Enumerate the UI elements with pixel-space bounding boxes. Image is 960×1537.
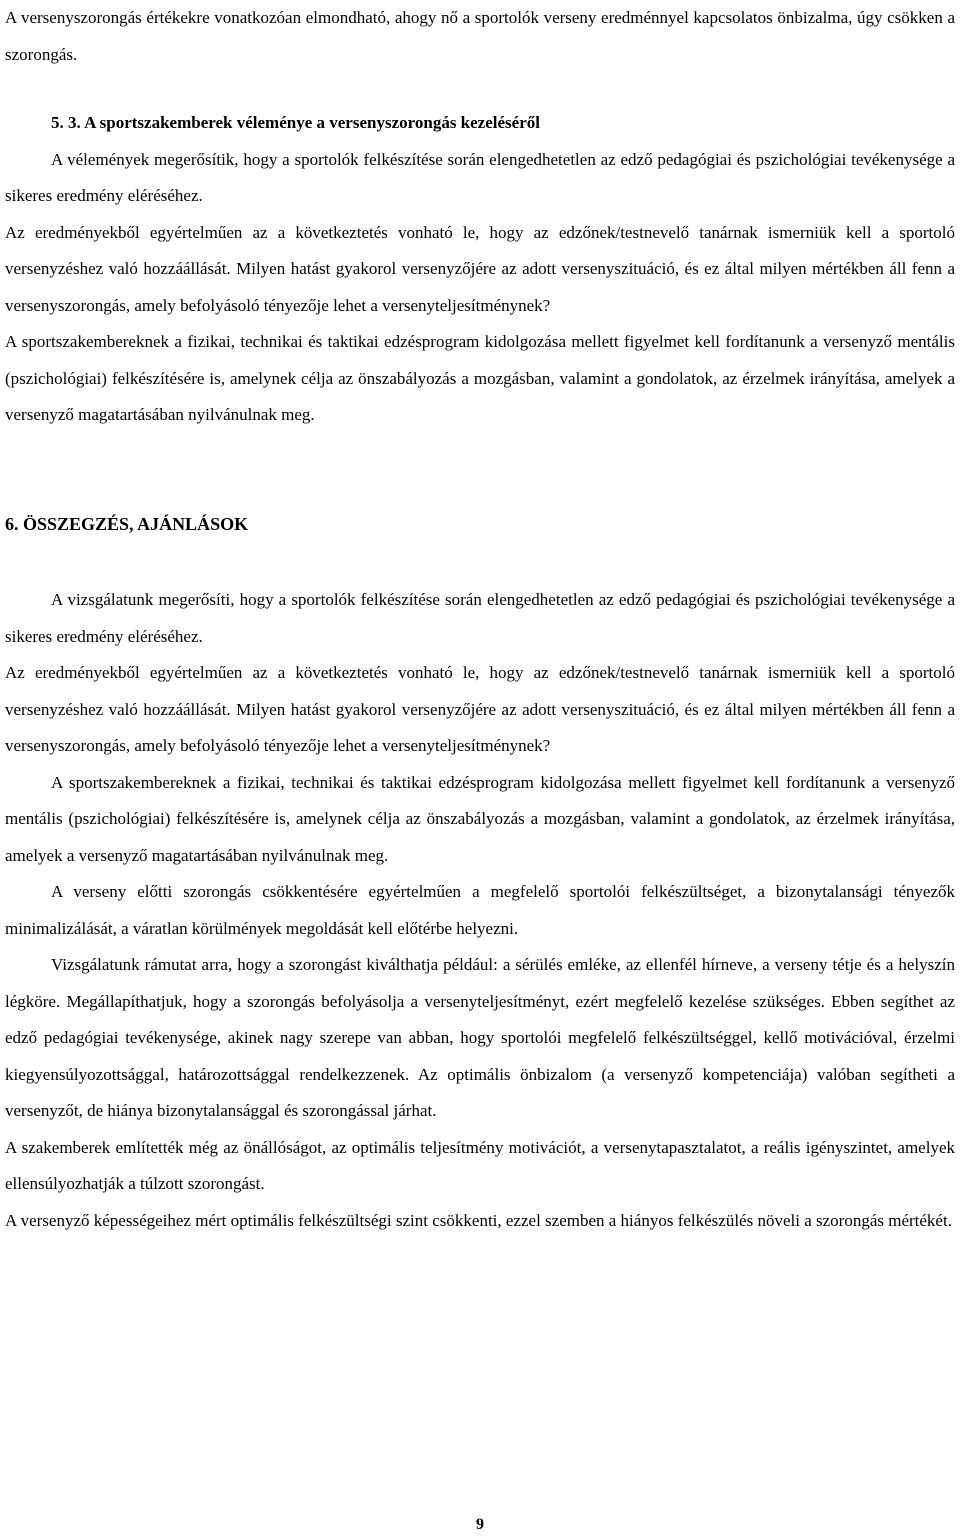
paragraph: A vélemények megerősítik, hogy a sportolók felkészítése során elengedhetetlen az edző pedagógiai és pszichológiai tevékenysége a sikeres eredmény eléréséhez. bbox=[5, 149, 955, 205]
subsection-heading bbox=[5, 105, 955, 142]
paragraph: A verseny előtti szorongás csökkentésére egyértelműen a megfelelő sportolói felkészültséget, a bizonytalansági tényezők minimalizálását, a váratlan körülmények megoldását kell előtérbe helyezni. bbox=[5, 882, 955, 938]
subsection-number: 5. 3. bbox=[51, 113, 81, 132]
paragraph: A szakemberek említették még az önállóságot, az optimális teljesítmény motivációt, a versenytapasztalatot, a reális igényszintet, amelyek ellensúlyozhatják a túlzott szorongást. bbox=[5, 1137, 955, 1193]
intro-paragraph: A versenyszorongás értékekre vonatkozóan elmondható, ahogy nő a sportolók verseny eredménnyel kapcsolatos önbizalma, úgy csökken a szorongás. bbox=[5, 8, 955, 64]
paragraph: Az eredményekből egyértelműen az a következtetés vonható le, hogy az edzőnek/testnevelő tanárnak ismerniük kell a sportoló versenyzéshez való hozzáállását. Milyen hatást gyakorol versenyzőjére az adott versenyszituáció, és ez által milyen mértékben áll fenn a versenyszorongás, amely befolyásoló tényezője lehet a versenyteljesítménynek? bbox=[5, 222, 955, 315]
paragraph: Vizsgálatunk rámutat arra, hogy a szorongást kiválthatja például: a sérülés emléke, az ellenfél hírneve, a verseny tétje és a helyszín légköre. Megállapíthatjuk, hogy a szorongás befolyásolja a versenyteljesítményt, ezért megfelelő kezelése szükséges. Ebben segíthet az edző pedagógiai tevékenysége, akinek nagy szerepe van abban, hogy sportolói megfelelő felkészültséggel, kellő motivációval, érzelmi kiegyensúlyozottsággal, határozottsággal rendelkezzenek. Az optimális önbizalom (a versenyző kompetenciája) valóban segítheti a versenyzőt, de hiánya bizonytalansággal és szorongással járhat. bbox=[5, 955, 955, 1120]
paragraph: A vizsgálatunk megerősíti, hogy a sportolók felkészítése során elengedhetetlen az edző pedagógiai és pszichológiai tevékenysége a sikeres eredmény eléréséhez. bbox=[5, 590, 955, 646]
paragraph: A sportszakembereknek a fizikai, technikai és taktikai edzésprogram kidolgozása mellett figyelmet kell fordítanunk a versenyző mentális (pszichológiai) felkészítésére is, amelynek célja az önszabályozás a mozgásban, valamint a gondolatok, az érzelmek irányítása, amelyek a versenyző magatartásában nyilvánulnak meg. bbox=[5, 772, 955, 865]
paragraph: Az eredményekből egyértelműen az a következtetés vonható le, hogy az edzőnek/testnevelő tanárnak ismerniük kell a sportoló versenyzéshez való hozzáállását. Milyen hatást gyakorol versenyzőjére az adott versenyszituáció, és ez által milyen mértékben áll fenn a versenyszorongás, amely befolyásoló tényezője lehet a versenyteljesítménynek? bbox=[5, 663, 955, 755]
page-number: 9 bbox=[476, 1516, 484, 1533]
chapter-heading: 6. ÖSSZEGZÉS, AJÁNLÁSOK bbox=[5, 513, 249, 534]
page-content bbox=[5, 0, 955, 1239]
paragraph: A versenyző képességeihez mért optimális felkészültségi szint csökkenti, ezzel szemben a hiányos felkészülés növeli a szorongás mértékét. bbox=[5, 1210, 952, 1230]
subsection-title: A sportszakemberek véleménye a versenyszorongás kezeléséről bbox=[84, 113, 540, 132]
paragraph: A sportszakembereknek a fizikai, technikai és taktikai edzésprogram kidolgozása mellett figyelmet kell fordítanunk a versenyző mentális (pszichológiai) felkészítésére is, amelynek célja az önszabályozás a mozgásban, valamint a gondolatok, az érzelmek irányítása, amelyek a versenyző magatartásában nyilvánulnak meg. bbox=[5, 332, 955, 424]
